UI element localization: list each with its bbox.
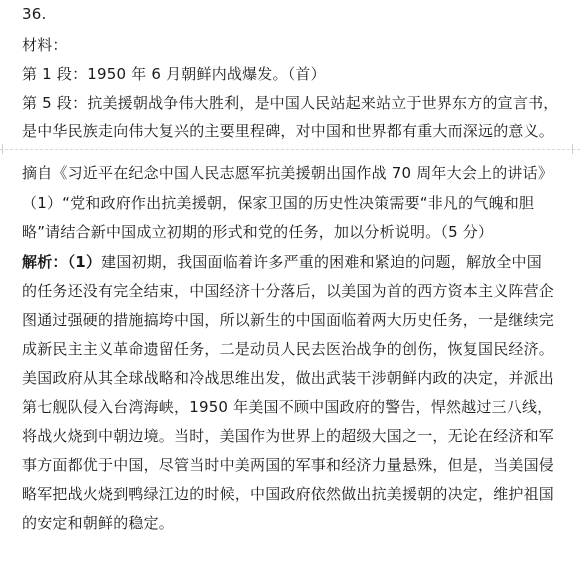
analysis-part-number: （1） (67, 253, 102, 271)
divider-right-mark (572, 144, 579, 154)
analysis-label: 解析： (22, 253, 68, 271)
prompt-line-1: （1）“党和政府作出抗美援朝，保家卫国的历史性决策需要“非凡的气魄和胆 (22, 194, 535, 212)
analysis-line-2: 的任务还没有完全结束，中国经济十分落后，以美国为首的西方资本主义阵营企 (22, 282, 555, 300)
analysis-line-4: 成新民主主义革命遗留任务，二是动员人民去医治战争的创伤，恢复国民经济。 (22, 340, 555, 358)
question-number: 36. (22, 5, 47, 23)
analysis-line-9: 略军把战火烧到鸭绿江边的时候，中国政府依然做出抗美援朝的决定，维护祖国 (22, 485, 555, 503)
analysis-line-1 (22, 252, 542, 272)
prompt-line-2: 略”请结合新中国成立初期的形式和党的任务，加以分析说明。（5 分） (22, 223, 494, 241)
paragraph-5-line-1: 第 5 段：抗美援朝战争伟大胜利，是中国人民站起来站立于世界东方的宣言书， (22, 94, 559, 112)
paragraph-5-line-2: 是中华民族走向伟大复兴的主要里程碑，对中国和世界都有重大而深远的意义。 (22, 122, 555, 140)
paragraph-1: 第 1 段：1950 年 6 月朝鲜内战爆发。（首） (22, 65, 326, 83)
analysis-line-3: 图通过强硬的措施搞垮中国，所以新生的中国面临着两大历史任务，一是继续完 (22, 311, 555, 329)
analysis-line-7: 将战火烧到中朝边境。当时，美国作为世界上的超级大国之一，无论在经济和军 (22, 427, 555, 445)
page-divider (0, 149, 580, 150)
analysis-line-8: 事方面都优于中国，尽管当时中美两国的军事和经济力量悬殊，但是，当美国侵 (22, 456, 555, 474)
analysis-line-1-text: 建国初期，我国面临着许多严重的困难和紧迫的问题，解放全中国 (101, 253, 542, 271)
divider-left-mark (2, 144, 9, 154)
source-citation: 摘自《习近平在纪念中国人民志愿军抗美援朝出国作战 70 周年大会上的讲话》 (22, 164, 554, 182)
analysis-line-6: 第七舰队侵入台湾海峡，1950 年美国不顾中国政府的警告，悍然越过三八线， (22, 398, 553, 416)
analysis-line-10: 的安定和朝鲜的稳定。 (22, 514, 175, 532)
material-label: 材料： (22, 36, 68, 54)
analysis-line-5: 美国政府从其全球战略和冷战思维出发，做出武装干涉朝鲜内政的决定，并派出 (22, 369, 555, 387)
